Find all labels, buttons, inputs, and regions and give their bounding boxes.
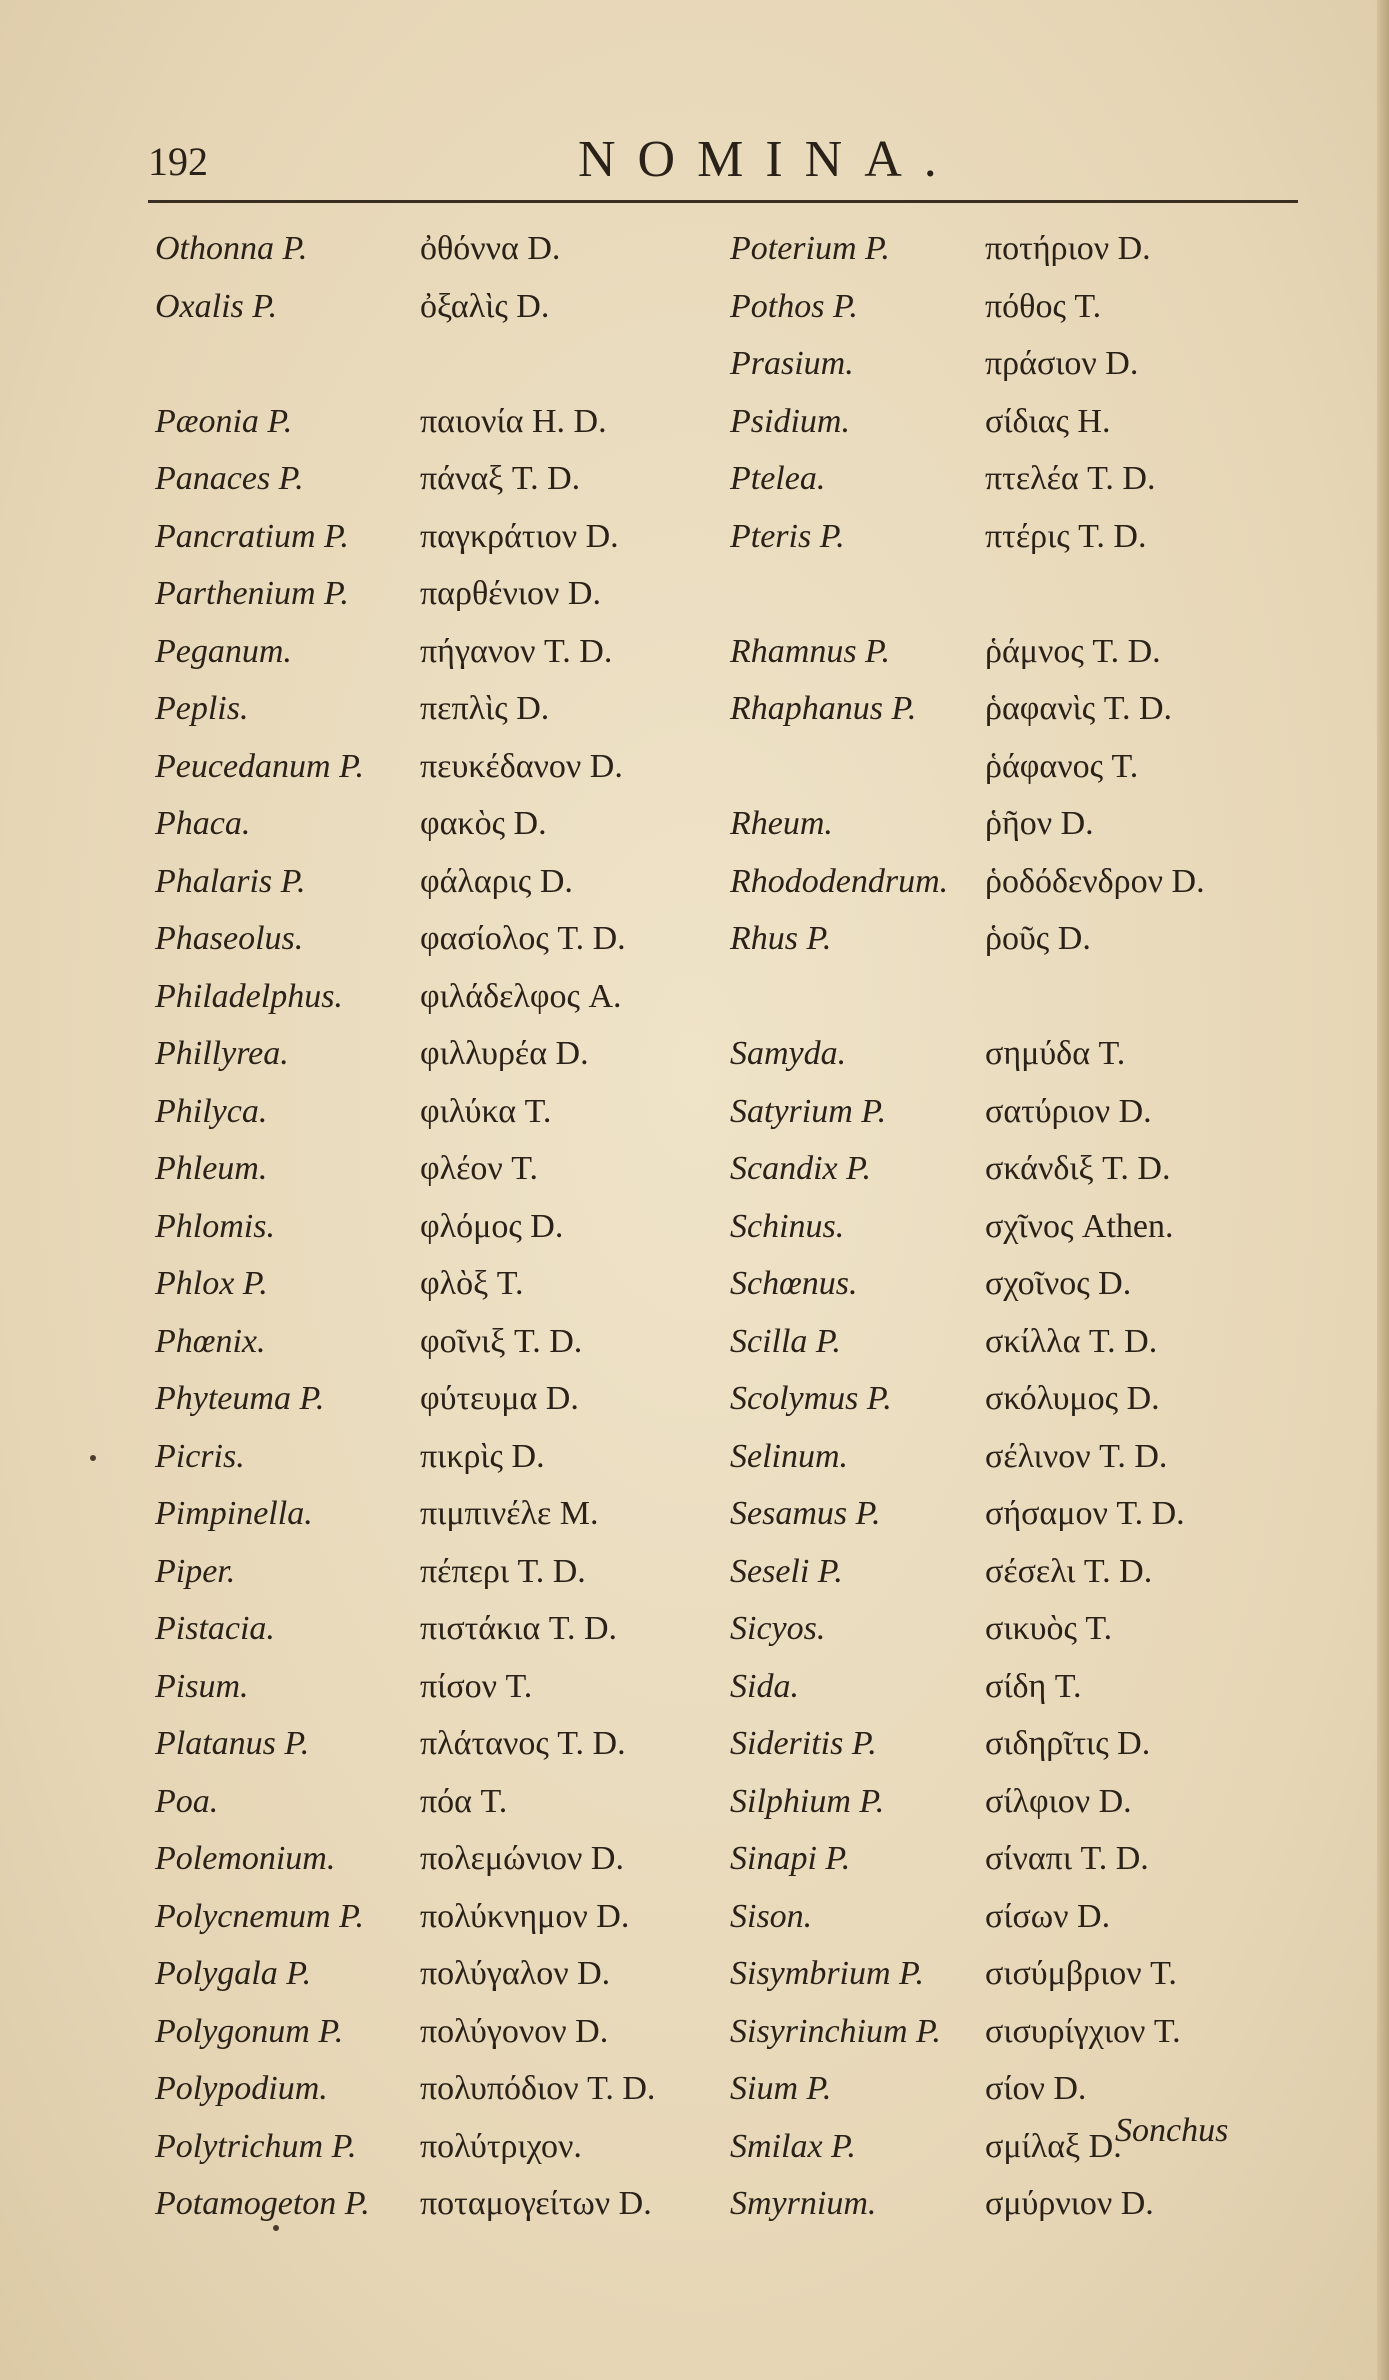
greek-name: πολύγαλον D. <box>420 1955 611 1992</box>
latin-name: Phillyrea. <box>155 1035 289 1072</box>
table-row <box>155 220 1305 278</box>
table-row <box>155 1370 1305 1428</box>
latin-name: Seseli P. <box>730 1552 843 1590</box>
table-row <box>155 795 1305 853</box>
latin-name: Othonna P. <box>155 230 308 267</box>
latin-name: Pisum. <box>155 1667 249 1705</box>
greek-name: πιστάκια T. D. <box>420 1610 618 1647</box>
latin-name: Oxalis P. <box>155 287 278 325</box>
greek-name: πλάτανος T. D. <box>420 1725 626 1762</box>
latin-name: Phleum. <box>155 1150 268 1187</box>
greek-name: παγκράτιον D. <box>420 517 619 555</box>
latin-name: Phyteuma P. <box>155 1380 325 1417</box>
ink-speck <box>273 2225 279 2231</box>
greek-name: σιδηρῖτις D. <box>985 1725 1151 1762</box>
latin-name: Rhaphanus P. <box>730 690 917 727</box>
table-row <box>155 565 1305 623</box>
greek-name: σχῖνος Athen. <box>985 1207 1174 1245</box>
latin-name: Prasium. <box>730 345 854 382</box>
table-row <box>155 393 1305 451</box>
greek-name: πτέρις T. D. <box>985 517 1147 555</box>
latin-name: Peganum. <box>155 632 292 670</box>
table-row <box>155 1485 1305 1543</box>
greek-name: σίλφιον D. <box>985 1782 1132 1820</box>
table-row <box>155 1543 1305 1601</box>
latin-name: Platanus P. <box>155 1725 310 1762</box>
greek-name: παιονία H. D. <box>420 402 607 440</box>
greek-name: ποτήριον D. <box>985 230 1151 267</box>
latin-name: Sideritis P. <box>730 1725 877 1762</box>
table-row <box>155 1600 1305 1658</box>
latin-name: Philyca. <box>155 1092 268 1130</box>
greek-name: πικρὶς D. <box>420 1437 545 1475</box>
greek-name: φύτευμα D. <box>420 1380 579 1417</box>
table-row <box>155 1140 1305 1198</box>
greek-name: ποταμογείτων D. <box>420 2185 652 2222</box>
greek-name: φιλύκα T. <box>420 1092 552 1130</box>
table-row <box>155 910 1305 968</box>
table-row <box>155 1313 1305 1371</box>
latin-name: Polycnemum P. <box>155 1897 364 1935</box>
greek-name: φιλλυρέα D. <box>420 1035 589 1072</box>
latin-name: Silphium P. <box>730 1782 885 1820</box>
table-row <box>155 738 1305 796</box>
latin-name: Polypodium. <box>155 2070 328 2107</box>
table-row <box>155 1830 1305 1888</box>
latin-name: Parthenium P. <box>155 575 349 612</box>
greek-name: φλόμος D. <box>420 1207 564 1245</box>
latin-name: Poa. <box>155 1782 219 1820</box>
greek-name: πάναξ T. D. <box>420 460 581 497</box>
catchword: Sonchus <box>1115 2112 1229 2149</box>
table-row <box>155 278 1305 336</box>
latin-name: Peucedanum P. <box>155 747 364 785</box>
greek-name: πτελέα T. D. <box>985 460 1156 497</box>
nomina-table <box>155 220 1305 2233</box>
table-row <box>155 623 1305 681</box>
latin-name: Phœnix. <box>155 1322 266 1360</box>
latin-name: Picris. <box>155 1437 245 1475</box>
latin-name: Schinus. <box>730 1207 845 1245</box>
greek-name: σέσελι T. D. <box>985 1552 1153 1590</box>
greek-name: πίσον T. <box>420 1667 533 1705</box>
latin-name: Selinum. <box>730 1437 849 1475</box>
latin-name: Sisyrinchium P. <box>730 2012 941 2050</box>
latin-name: Rhamnus P. <box>730 632 890 670</box>
latin-name: Phaca. <box>155 805 251 842</box>
table-row <box>155 1198 1305 1256</box>
latin-name: Polygonum P. <box>155 2012 344 2050</box>
latin-name: Pothos P. <box>730 287 858 325</box>
latin-name: Sison. <box>730 1897 813 1935</box>
greek-name: πόθος T. <box>985 287 1102 325</box>
table-row <box>155 968 1305 1026</box>
latin-name: Pteris P. <box>730 517 845 555</box>
greek-name: πέπερι T. D. <box>420 1552 586 1590</box>
greek-name: ῥαφανὶς T. D. <box>985 690 1172 727</box>
greek-name: σήσαμον T. D. <box>985 1495 1185 1532</box>
table-row <box>155 1083 1305 1141</box>
greek-name: πολύγονον D. <box>420 2012 609 2050</box>
greek-name: ῥῆον D. <box>985 805 1094 842</box>
greek-name: σίναπι T. D. <box>985 1840 1149 1877</box>
greek-name: πολυπόδιον T. D. <box>420 2070 656 2107</box>
latin-name: Scandix P. <box>730 1150 872 1187</box>
page-edge <box>1377 0 1389 2380</box>
latin-name: Pæonia P. <box>155 402 293 440</box>
greek-name: σίσων D. <box>985 1897 1111 1935</box>
latin-name: Rhus P. <box>730 920 832 957</box>
greek-name: πεπλὶς D. <box>420 690 550 727</box>
greek-name: πόα T. <box>420 1782 508 1820</box>
table-row <box>155 508 1305 566</box>
latin-name: Smilax P. <box>730 2127 856 2165</box>
table-row <box>155 1773 1305 1831</box>
latin-name: Sinapi P. <box>730 1840 851 1877</box>
latin-name: Schœnus. <box>730 1265 858 1302</box>
latin-name: Polygala P. <box>155 1955 312 1992</box>
greek-name: σκίλλα T. D. <box>985 1322 1158 1360</box>
greek-name: σίδη T. <box>985 1667 1082 1705</box>
latin-name: Sisymbrium P. <box>730 1955 924 1992</box>
greek-name: σημύδα T. <box>985 1035 1126 1072</box>
latin-name: Panaces P. <box>155 460 304 497</box>
greek-name: σατύριον D. <box>985 1092 1152 1130</box>
greek-name: σίον D. <box>985 2070 1087 2107</box>
greek-name: σκάνδιξ T. D. <box>985 1150 1171 1187</box>
greek-name: πολύκνημον D. <box>420 1897 630 1935</box>
latin-name: Sicyos. <box>730 1610 826 1647</box>
latin-name: Pistacia. <box>155 1610 275 1647</box>
greek-name: σκόλυμος D. <box>985 1380 1160 1417</box>
page-number: 192 <box>148 139 208 184</box>
latin-name: Sium P. <box>730 2070 832 2107</box>
latin-name: Pimpinella. <box>155 1495 313 1532</box>
greek-name: φλέον T. <box>420 1150 539 1187</box>
latin-name: Rhododendrum. <box>730 862 949 900</box>
table-row <box>155 680 1305 738</box>
greek-name: πήγανον T. D. <box>420 632 613 670</box>
greek-name: φασίολος T. D. <box>420 920 626 957</box>
latin-name: Rheum. <box>730 805 833 842</box>
greek-name: ῥοδόδενδρον D. <box>985 862 1205 900</box>
latin-name: Scilla P. <box>730 1322 841 1360</box>
running-title: NOMINA. <box>578 131 959 188</box>
table-row <box>155 1658 1305 1716</box>
greek-name: φακὸς D. <box>420 805 547 842</box>
latin-name: Sida. <box>730 1667 799 1705</box>
page-header <box>148 130 1298 200</box>
greek-name: φλὸξ T. <box>420 1265 524 1302</box>
greek-name: πολύτριχον. <box>420 2127 582 2165</box>
greek-name: φοῖνιξ T. D. <box>420 1322 583 1360</box>
latin-name: Scolymus P. <box>730 1380 892 1417</box>
greek-name: ῥάφανος T. <box>985 747 1139 785</box>
greek-name: πευκέδανον D. <box>420 747 623 785</box>
greek-name: σισύμβριον T. <box>985 1955 1177 1992</box>
greek-name: ὀξαλὶς D. <box>420 287 550 325</box>
latin-name: Satyrium P. <box>730 1092 887 1130</box>
greek-name: σέλινον T. D. <box>985 1437 1168 1475</box>
greek-name: ὀθόννα D. <box>420 230 561 267</box>
greek-name: σίδιας H. <box>985 402 1111 440</box>
latin-name: Sesamus P. <box>730 1495 881 1532</box>
greek-name: σικυὸς T. <box>985 1610 1113 1647</box>
greek-name: φάλαρις D. <box>420 862 573 900</box>
table-row <box>155 853 1305 911</box>
greek-name: σχοῖνος D. <box>985 1265 1132 1302</box>
greek-name: παρθένιον D. <box>420 575 601 612</box>
table-row <box>155 335 1305 393</box>
latin-name: Psidium. <box>730 402 850 440</box>
header-rule <box>148 200 1298 203</box>
greek-name: σισυρίγχιον T. <box>985 2012 1181 2050</box>
greek-name: ῥοῦς D. <box>985 920 1091 957</box>
latin-name: Ptelea. <box>730 460 826 497</box>
greek-name: πολεμώνιον D. <box>420 1840 624 1877</box>
table-row <box>155 1255 1305 1313</box>
latin-name: Polytrichum P. <box>155 2127 357 2165</box>
table-row <box>155 1888 1305 1946</box>
table-row <box>155 1428 1305 1486</box>
latin-name: Poterium P. <box>730 230 890 267</box>
table-row <box>155 1945 1305 2003</box>
greek-name: σμίλαξ D. <box>985 2127 1122 2165</box>
greek-name: πράσιον D. <box>985 345 1139 382</box>
table-row <box>155 2060 1305 2118</box>
latin-name: Philadelphus. <box>155 977 343 1015</box>
greek-name: πιμπινέλε M. <box>420 1495 599 1532</box>
latin-name: Pancratium P. <box>155 517 349 555</box>
table-row <box>155 2175 1305 2233</box>
latin-name: Piper. <box>155 1552 236 1590</box>
greek-name: σμύρνιον D. <box>985 2185 1154 2222</box>
latin-name: Phaseolus. <box>155 920 304 957</box>
latin-name: Peplis. <box>155 690 249 727</box>
latin-name: Phlox P. <box>155 1265 268 1302</box>
table-row <box>155 1025 1305 1083</box>
ink-speck <box>90 1455 96 1461</box>
greek-name: φιλάδελφος A. <box>420 977 622 1015</box>
latin-name: Smyrnium. <box>730 2185 877 2222</box>
greek-name: ῥάμνος T. D. <box>985 632 1161 670</box>
table-row <box>155 2003 1305 2061</box>
table-row <box>155 450 1305 508</box>
table-row <box>155 1715 1305 1773</box>
latin-name: Phlomis. <box>155 1207 275 1245</box>
latin-name: Polemonium. <box>155 1840 336 1877</box>
latin-name: Potamogeton P. <box>155 2185 370 2222</box>
latin-name: Samyda. <box>730 1035 847 1072</box>
latin-name: Phalaris P. <box>155 862 306 900</box>
